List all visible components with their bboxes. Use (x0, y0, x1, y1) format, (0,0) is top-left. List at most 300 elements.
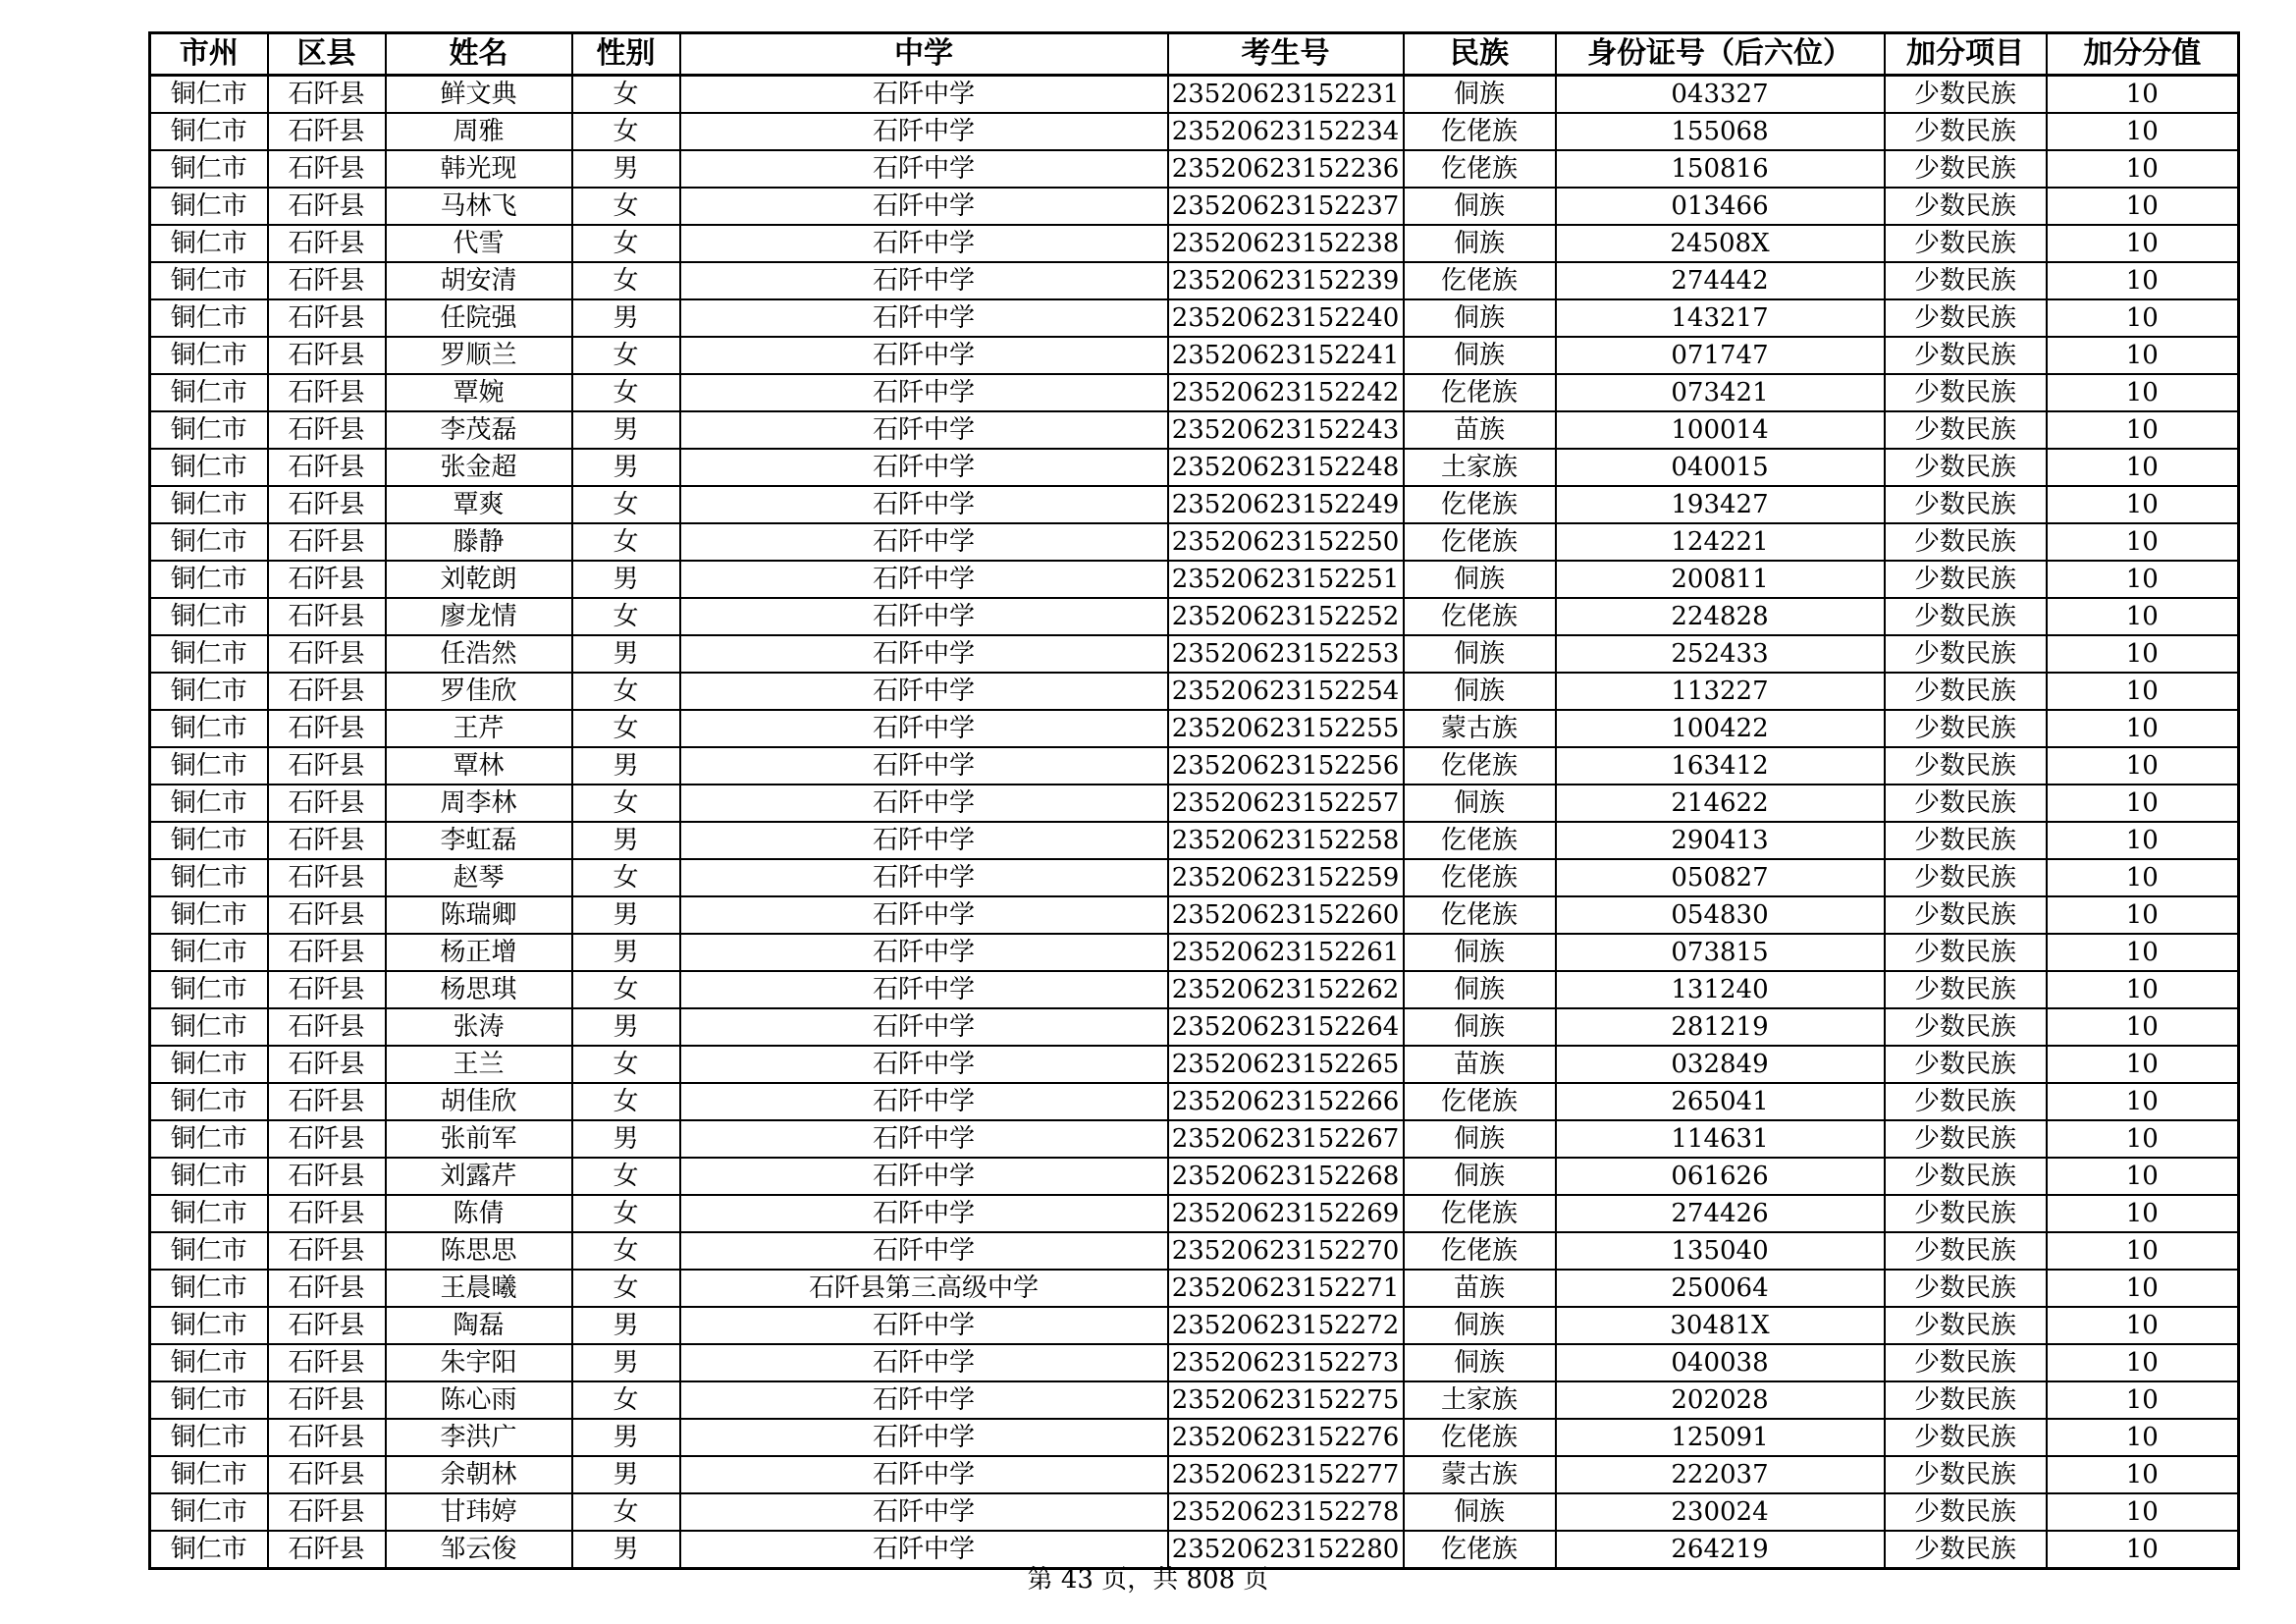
table-row (150, 635, 2239, 673)
cell-exam-number: 23520623152277 (1168, 1456, 1404, 1493)
cell-bonus-item: 少数民族 (1885, 1419, 2047, 1456)
cell-county: 石阡县 (268, 449, 386, 486)
cell-city: 铜仁市 (150, 747, 268, 785)
cell-ethnicity: 仡佬族 (1404, 113, 1556, 150)
cell-ethnicity: 土家族 (1404, 449, 1556, 486)
cell-bonus-value: 10 (2047, 673, 2239, 710)
cell-id-last-six: 290413 (1556, 822, 1885, 859)
cell-id-last-six: 281219 (1556, 1008, 1885, 1046)
cell-exam-number: 23520623152249 (1168, 486, 1404, 523)
cell-school: 石阡中学 (680, 225, 1168, 262)
cell-city: 铜仁市 (150, 1344, 268, 1381)
cell-school: 石阡中学 (680, 934, 1168, 971)
cell-bonus-value: 10 (2047, 1083, 2239, 1120)
cell-bonus-item: 少数民族 (1885, 523, 2047, 561)
cell-id-last-six: 200811 (1556, 561, 1885, 598)
cell-gender: 女 (572, 1493, 680, 1531)
cell-ethnicity: 仡佬族 (1404, 896, 1556, 934)
cell-exam-number: 23520623152252 (1168, 598, 1404, 635)
cell-gender: 男 (572, 299, 680, 337)
cell-exam-number: 23520623152264 (1168, 1008, 1404, 1046)
cell-city: 铜仁市 (150, 150, 268, 188)
cell-city: 铜仁市 (150, 710, 268, 747)
cell-exam-number: 23520623152240 (1168, 299, 1404, 337)
table-row (150, 225, 2239, 262)
cell-school: 石阡中学 (680, 971, 1168, 1008)
cell-gender: 男 (572, 449, 680, 486)
table-row (150, 1456, 2239, 1493)
cell-city: 铜仁市 (150, 1232, 268, 1270)
cell-county: 石阡县 (268, 1120, 386, 1158)
table-row (150, 1083, 2239, 1120)
cell-exam-number: 23520623152276 (1168, 1419, 1404, 1456)
cell-gender: 女 (572, 598, 680, 635)
cell-gender: 女 (572, 225, 680, 262)
cell-city: 铜仁市 (150, 225, 268, 262)
cell-school: 石阡中学 (680, 523, 1168, 561)
cell-county: 石阡县 (268, 262, 386, 299)
cell-bonus-item: 少数民族 (1885, 1270, 2047, 1307)
cell-exam-number: 23520623152255 (1168, 710, 1404, 747)
cell-gender: 女 (572, 486, 680, 523)
cell-city: 铜仁市 (150, 1008, 268, 1046)
cell-bonus-value: 10 (2047, 486, 2239, 523)
cell-name: 胡佳欣 (386, 1083, 572, 1120)
cell-bonus-value: 10 (2047, 1307, 2239, 1344)
table-row (150, 486, 2239, 523)
cell-id-last-six: 24508X (1556, 225, 1885, 262)
cell-ethnicity: 仡佬族 (1404, 859, 1556, 896)
cell-exam-number: 23520623152275 (1168, 1381, 1404, 1419)
cell-id-last-six: 224828 (1556, 598, 1885, 635)
table-row (150, 896, 2239, 934)
cell-bonus-item: 少数民族 (1885, 299, 2047, 337)
cell-county: 石阡县 (268, 598, 386, 635)
cell-county: 石阡县 (268, 374, 386, 411)
cell-name: 韩光现 (386, 150, 572, 188)
cell-ethnicity: 侗族 (1404, 76, 1556, 114)
cell-bonus-item: 少数民族 (1885, 1232, 2047, 1270)
cell-school: 石阡中学 (680, 113, 1168, 150)
table-row (150, 673, 2239, 710)
cell-ethnicity: 侗族 (1404, 561, 1556, 598)
cell-school: 石阡中学 (680, 598, 1168, 635)
cell-name: 任浩然 (386, 635, 572, 673)
cell-id-last-six: 135040 (1556, 1232, 1885, 1270)
cell-bonus-value: 10 (2047, 1381, 2239, 1419)
cell-exam-number: 23520623152241 (1168, 337, 1404, 374)
cell-county: 石阡县 (268, 785, 386, 822)
cell-gender: 男 (572, 1419, 680, 1456)
cell-ethnicity: 侗族 (1404, 785, 1556, 822)
cell-gender: 女 (572, 523, 680, 561)
cell-city: 铜仁市 (150, 1270, 268, 1307)
table-row (150, 1158, 2239, 1195)
cell-exam-number: 23520623152256 (1168, 747, 1404, 785)
cell-school: 石阡中学 (680, 411, 1168, 449)
cell-bonus-value: 10 (2047, 710, 2239, 747)
cell-name: 滕静 (386, 523, 572, 561)
cell-gender: 女 (572, 113, 680, 150)
cell-bonus-item: 少数民族 (1885, 673, 2047, 710)
table-row (150, 710, 2239, 747)
cell-city: 铜仁市 (150, 1381, 268, 1419)
cell-exam-number: 23520623152242 (1168, 374, 1404, 411)
cell-gender: 男 (572, 150, 680, 188)
cell-bonus-value: 10 (2047, 1158, 2239, 1195)
cell-id-last-six: 202028 (1556, 1381, 1885, 1419)
cell-city: 铜仁市 (150, 1083, 268, 1120)
cell-exam-number: 23520623152270 (1168, 1232, 1404, 1270)
table-row (150, 1344, 2239, 1381)
cell-name: 杨思琪 (386, 971, 572, 1008)
cell-gender: 男 (572, 1008, 680, 1046)
cell-school: 石阡中学 (680, 262, 1168, 299)
table-row (150, 1270, 2239, 1307)
cell-school: 石阡中学 (680, 1008, 1168, 1046)
table-row (150, 299, 2239, 337)
cell-exam-number: 23520623152260 (1168, 896, 1404, 934)
cell-bonus-item: 少数民族 (1885, 1531, 2047, 1569)
table-row (150, 76, 2239, 114)
cell-gender: 女 (572, 1195, 680, 1232)
cell-county: 石阡县 (268, 1493, 386, 1531)
cell-school: 石阡中学 (680, 486, 1168, 523)
cell-school: 石阡中学 (680, 337, 1168, 374)
cell-bonus-value: 10 (2047, 523, 2239, 561)
cell-ethnicity: 侗族 (1404, 225, 1556, 262)
cell-city: 铜仁市 (150, 337, 268, 374)
cell-id-last-six: 274426 (1556, 1195, 1885, 1232)
cell-id-last-six: 124221 (1556, 523, 1885, 561)
cell-city: 铜仁市 (150, 934, 268, 971)
cell-bonus-value: 10 (2047, 1531, 2239, 1569)
cell-name: 张涛 (386, 1008, 572, 1046)
cell-school: 石阡中学 (680, 673, 1168, 710)
cell-gender: 男 (572, 1120, 680, 1158)
cell-bonus-item: 少数民族 (1885, 896, 2047, 934)
table-row (150, 598, 2239, 635)
cell-school: 石阡中学 (680, 76, 1168, 114)
cell-exam-number: 23520623152267 (1168, 1120, 1404, 1158)
cell-gender: 女 (572, 374, 680, 411)
cell-ethnicity: 侗族 (1404, 971, 1556, 1008)
cell-ethnicity: 土家族 (1404, 1381, 1556, 1419)
cell-id-last-six: 113227 (1556, 673, 1885, 710)
cell-school: 石阡中学 (680, 1232, 1168, 1270)
cell-county: 石阡县 (268, 1307, 386, 1344)
cell-school: 石阡中学 (680, 299, 1168, 337)
cell-bonus-item: 少数民族 (1885, 971, 2047, 1008)
table-row (150, 337, 2239, 374)
cell-id-last-six: 032849 (1556, 1046, 1885, 1083)
cell-name: 陈心雨 (386, 1381, 572, 1419)
cell-bonus-value: 10 (2047, 337, 2239, 374)
cell-name: 邹云俊 (386, 1531, 572, 1569)
cell-id-last-six: 040015 (1556, 449, 1885, 486)
table-row (150, 561, 2239, 598)
table-row (150, 859, 2239, 896)
cell-name: 周雅 (386, 113, 572, 150)
cell-ethnicity: 仡佬族 (1404, 1083, 1556, 1120)
cell-id-last-six: 040038 (1556, 1344, 1885, 1381)
cell-bonus-value: 10 (2047, 896, 2239, 934)
cell-gender: 女 (572, 1158, 680, 1195)
table-body (150, 76, 2239, 1569)
cell-city: 铜仁市 (150, 449, 268, 486)
header-ethnicity: 民族 (1404, 33, 1556, 76)
cell-exam-number: 23520623152271 (1168, 1270, 1404, 1307)
header-id-last-six: 身份证号（后六位） (1556, 33, 1885, 76)
cell-bonus-item: 少数民族 (1885, 1120, 2047, 1158)
cell-bonus-item: 少数民族 (1885, 188, 2047, 225)
cell-school: 石阡中学 (680, 1120, 1168, 1158)
cell-bonus-item: 少数民族 (1885, 934, 2047, 971)
cell-bonus-value: 10 (2047, 1008, 2239, 1046)
table-row (150, 1419, 2239, 1456)
cell-gender: 女 (572, 785, 680, 822)
cell-city: 铜仁市 (150, 1307, 268, 1344)
cell-ethnicity: 仡佬族 (1404, 747, 1556, 785)
cell-exam-number: 23520623152238 (1168, 225, 1404, 262)
cell-name: 王晨曦 (386, 1270, 572, 1307)
cell-ethnicity: 仡佬族 (1404, 598, 1556, 635)
cell-school: 石阡县第三高级中学 (680, 1270, 1168, 1307)
cell-gender: 女 (572, 859, 680, 896)
cell-bonus-item: 少数民族 (1885, 374, 2047, 411)
cell-county: 石阡县 (268, 188, 386, 225)
header-bonus-value: 加分分值 (2047, 33, 2239, 76)
header-county: 区县 (268, 33, 386, 76)
cell-gender: 女 (572, 1046, 680, 1083)
cell-city: 铜仁市 (150, 635, 268, 673)
cell-name: 陈倩 (386, 1195, 572, 1232)
header-gender: 性别 (572, 33, 680, 76)
cell-school: 石阡中学 (680, 1344, 1168, 1381)
cell-ethnicity: 仡佬族 (1404, 1531, 1556, 1569)
cell-bonus-value: 10 (2047, 113, 2239, 150)
cell-city: 铜仁市 (150, 1456, 268, 1493)
cell-name: 胡安清 (386, 262, 572, 299)
table-row (150, 1381, 2239, 1419)
cell-county: 石阡县 (268, 896, 386, 934)
cell-ethnicity: 仡佬族 (1404, 822, 1556, 859)
cell-name: 罗佳欣 (386, 673, 572, 710)
cell-gender: 男 (572, 1344, 680, 1381)
cell-county: 石阡县 (268, 673, 386, 710)
cell-name: 张前军 (386, 1120, 572, 1158)
cell-county: 石阡县 (268, 337, 386, 374)
cell-school: 石阡中学 (680, 635, 1168, 673)
cell-ethnicity: 蒙古族 (1404, 1456, 1556, 1493)
cell-exam-number: 23520623152272 (1168, 1307, 1404, 1344)
cell-city: 铜仁市 (150, 1120, 268, 1158)
cell-bonus-item: 少数民族 (1885, 337, 2047, 374)
cell-county: 石阡县 (268, 299, 386, 337)
cell-bonus-item: 少数民族 (1885, 1456, 2047, 1493)
cell-ethnicity: 仡佬族 (1404, 150, 1556, 188)
cell-ethnicity: 苗族 (1404, 1270, 1556, 1307)
cell-id-last-six: 131240 (1556, 971, 1885, 1008)
cell-bonus-value: 10 (2047, 374, 2239, 411)
table-header-row (150, 33, 2239, 76)
cell-name: 陈思思 (386, 1232, 572, 1270)
cell-bonus-item: 少数民族 (1885, 486, 2047, 523)
cell-bonus-item: 少数民族 (1885, 150, 2047, 188)
cell-name: 刘露芹 (386, 1158, 572, 1195)
cell-bonus-value: 10 (2047, 1270, 2239, 1307)
cell-bonus-item: 少数民族 (1885, 225, 2047, 262)
cell-school: 石阡中学 (680, 1493, 1168, 1531)
cell-id-last-six: 230024 (1556, 1493, 1885, 1531)
cell-name: 陶磊 (386, 1307, 572, 1344)
cell-city: 铜仁市 (150, 1419, 268, 1456)
cell-bonus-value: 10 (2047, 299, 2239, 337)
cell-bonus-value: 10 (2047, 785, 2239, 822)
cell-gender: 女 (572, 1083, 680, 1120)
cell-exam-number: 23520623152251 (1168, 561, 1404, 598)
cell-id-last-six: 150816 (1556, 150, 1885, 188)
cell-id-last-six: 100014 (1556, 411, 1885, 449)
table-row (150, 449, 2239, 486)
cell-bonus-item: 少数民族 (1885, 1344, 2047, 1381)
cell-bonus-item: 少数民族 (1885, 1083, 2047, 1120)
cell-ethnicity: 蒙古族 (1404, 710, 1556, 747)
cell-bonus-item: 少数民族 (1885, 710, 2047, 747)
cell-id-last-six: 163412 (1556, 747, 1885, 785)
cell-county: 石阡县 (268, 635, 386, 673)
cell-city: 铜仁市 (150, 673, 268, 710)
cell-ethnicity: 仡佬族 (1404, 486, 1556, 523)
cell-city: 铜仁市 (150, 859, 268, 896)
cell-id-last-six: 100422 (1556, 710, 1885, 747)
table-row (150, 822, 2239, 859)
cell-county: 石阡县 (268, 1344, 386, 1381)
cell-exam-number: 23520623152231 (1168, 76, 1404, 114)
cell-id-last-six: 222037 (1556, 1456, 1885, 1493)
cell-county: 石阡县 (268, 561, 386, 598)
cell-bonus-item: 少数民族 (1885, 449, 2047, 486)
table-row (150, 150, 2239, 188)
cell-gender: 男 (572, 934, 680, 971)
cell-ethnicity: 侗族 (1404, 1307, 1556, 1344)
cell-school: 石阡中学 (680, 1419, 1168, 1456)
table-row (150, 523, 2239, 561)
cell-gender: 女 (572, 1270, 680, 1307)
cell-bonus-value: 10 (2047, 411, 2239, 449)
header-bonus-item: 加分项目 (1885, 33, 2047, 76)
table-row (150, 1307, 2239, 1344)
cell-gender: 男 (572, 1307, 680, 1344)
cell-city: 铜仁市 (150, 971, 268, 1008)
cell-city: 铜仁市 (150, 822, 268, 859)
cell-ethnicity: 侗族 (1404, 188, 1556, 225)
cell-name: 甘玮婷 (386, 1493, 572, 1531)
cell-bonus-value: 10 (2047, 859, 2239, 896)
cell-bonus-value: 10 (2047, 1195, 2239, 1232)
cell-bonus-value: 10 (2047, 1046, 2239, 1083)
cell-name: 覃林 (386, 747, 572, 785)
cell-school: 石阡中学 (680, 374, 1168, 411)
page-footer: 第 43 页，共 808 页 (1027, 1565, 1269, 1595)
cell-bonus-item: 少数民族 (1885, 1046, 2047, 1083)
cell-city: 铜仁市 (150, 299, 268, 337)
cell-school: 石阡中学 (680, 188, 1168, 225)
cell-name: 代雪 (386, 225, 572, 262)
cell-ethnicity: 侗族 (1404, 299, 1556, 337)
cell-gender: 男 (572, 635, 680, 673)
cell-bonus-value: 10 (2047, 449, 2239, 486)
cell-county: 石阡县 (268, 747, 386, 785)
cell-ethnicity: 仡佬族 (1404, 1419, 1556, 1456)
cell-city: 铜仁市 (150, 113, 268, 150)
table-row (150, 1120, 2239, 1158)
cell-county: 石阡县 (268, 1456, 386, 1493)
cell-school: 石阡中学 (680, 1381, 1168, 1419)
cell-name: 陈瑞卿 (386, 896, 572, 934)
table-row (150, 971, 2239, 1008)
cell-ethnicity: 侗族 (1404, 934, 1556, 971)
cell-ethnicity: 侗族 (1404, 673, 1556, 710)
cell-bonus-item: 少数民族 (1885, 1493, 2047, 1531)
cell-county: 石阡县 (268, 1008, 386, 1046)
cell-id-last-six: 265041 (1556, 1083, 1885, 1120)
cell-bonus-value: 10 (2047, 262, 2239, 299)
cell-ethnicity: 侗族 (1404, 635, 1556, 673)
cell-bonus-value: 10 (2047, 561, 2239, 598)
cell-exam-number: 23520623152266 (1168, 1083, 1404, 1120)
cell-bonus-value: 10 (2047, 1120, 2239, 1158)
cell-bonus-item: 少数民族 (1885, 1307, 2047, 1344)
cell-ethnicity: 仡佬族 (1404, 262, 1556, 299)
cell-school: 石阡中学 (680, 747, 1168, 785)
cell-name: 刘乾朗 (386, 561, 572, 598)
cell-id-last-six: 054830 (1556, 896, 1885, 934)
cell-bonus-value: 10 (2047, 822, 2239, 859)
cell-gender: 男 (572, 896, 680, 934)
cell-name: 李虹磊 (386, 822, 572, 859)
cell-bonus-item: 少数民族 (1885, 262, 2047, 299)
cell-bonus-item: 少数民族 (1885, 1195, 2047, 1232)
cell-county: 石阡县 (268, 859, 386, 896)
cell-gender: 女 (572, 337, 680, 374)
cell-exam-number: 23520623152248 (1168, 449, 1404, 486)
cell-bonus-item: 少数民族 (1885, 747, 2047, 785)
cell-city: 铜仁市 (150, 1493, 268, 1531)
cell-id-last-six: 143217 (1556, 299, 1885, 337)
cell-ethnicity: 仡佬族 (1404, 523, 1556, 561)
cell-ethnicity: 仡佬族 (1404, 1195, 1556, 1232)
cell-gender: 女 (572, 262, 680, 299)
cell-gender: 女 (572, 188, 680, 225)
cell-name: 廖龙情 (386, 598, 572, 635)
cell-bonus-item: 少数民族 (1885, 598, 2047, 635)
table-row (150, 934, 2239, 971)
cell-id-last-six: 050827 (1556, 859, 1885, 896)
cell-bonus-value: 10 (2047, 934, 2239, 971)
cell-county: 石阡县 (268, 113, 386, 150)
cell-gender: 女 (572, 1381, 680, 1419)
cell-ethnicity: 侗族 (1404, 1158, 1556, 1195)
cell-exam-number: 23520623152253 (1168, 635, 1404, 673)
cell-name: 张金超 (386, 449, 572, 486)
cell-id-last-six: 250064 (1556, 1270, 1885, 1307)
cell-school: 石阡中学 (680, 1307, 1168, 1344)
cell-bonus-value: 10 (2047, 598, 2239, 635)
cell-school: 石阡中学 (680, 785, 1168, 822)
cell-exam-number: 23520623152261 (1168, 934, 1404, 971)
cell-name: 余朝林 (386, 1456, 572, 1493)
